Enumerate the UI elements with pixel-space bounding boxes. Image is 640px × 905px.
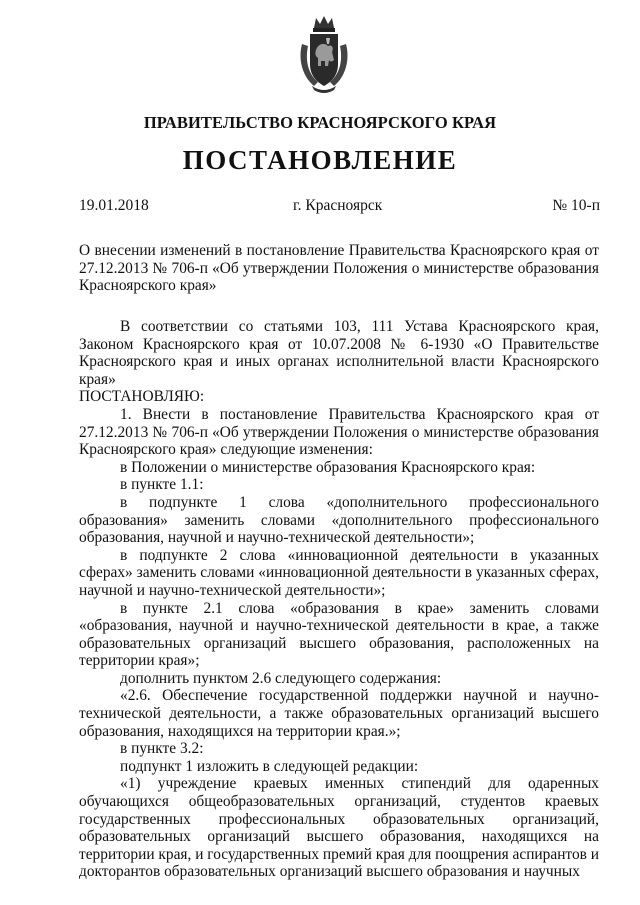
point-3-2-paragraph: в пункте 3.2: — [120, 740, 204, 758]
point-2-1-paragraph: в пункте 2.1 слова «образования в крае» заменить словами «образования, научной и научно-технической деятельности в крае, а также образовательных организаций высшего образования, расположенных на территории края»; — [79, 599, 599, 670]
document-type-heading: ПОСТАНОВЛЕНИЕ — [182, 145, 458, 175]
document-number: № 10-п — [552, 197, 600, 214]
item-1-paragraph: 1. Внести в постановление Правительства Красноярского края от 27.12.2013 № 706-п «Об утверждении Положения о министерстве образования Красноярского края» следующие изменения: — [79, 405, 599, 459]
point-1-1-paragraph: в пункте 1.1: — [120, 476, 204, 494]
preamble-paragraph: В соответствии со статьями 103, 111 Устава Красноярского края, Законом Красноярского края от 10.07.2008 № 6-1930 «О Правительстве Красноярского края и иных органах исполнительной власти Красноярского края» — [79, 318, 599, 388]
document-body — [79, 318, 599, 881]
document-date: 19.01.2018 — [79, 197, 149, 214]
quote-1-paragraph: «1) учреждение краевых именных стипендий для одаренных обучающихся общеобразовательных организаций, студентов краевых государственных профессиональных образовательных организаций, образовательных организаций высшего образования, находящихся на территории края, и государственных премий края для поощрения аспирантов и докторантов образовательных организаций высшего образования и научных — [79, 775, 599, 881]
government-title: ПРАВИТЕЛЬСТВО КРАСНОЯРСКОГО КРАЯ — [143, 113, 497, 132]
krasnoyarsk-coat-of-arms-icon — [296, 14, 352, 94]
regulation-paragraph: в Положении о министерстве образования Красноярского края: — [120, 458, 536, 476]
subpoint-1-new-paragraph: подпункт 1 изложить в следующей редакции: — [120, 757, 419, 775]
point-2-6-text-paragraph: «2.6. Обеспечение государственной поддержки научной и научно-технической деятельности, а также образовательных организаций высшего образования, находящихся на территории края.»; — [79, 687, 599, 740]
subpoint-1-paragraph: в подпункте 1 слова «дополнительного профессионального образования» заменить словами «дополнительного профессионального образования, научной и научно-технической деятельности»; — [79, 493, 599, 547]
document-subject: О внесении изменений в постановление Правительства Красноярского края от 27.12.2013 № 706-п «Об утверждении Положения о министерстве образования Красноярского края» — [79, 242, 599, 294]
decree-word: ПОСТАНОВЛЯЮ: — [79, 388, 205, 406]
add-point-2-6-paragraph: дополнить пунктом 2.6 следующего содержания: — [120, 669, 442, 687]
document-city: г. Красноярск — [293, 197, 383, 214]
subpoint-2-paragraph: в подпункте 2 слова «инновационной деятельности в указанных сферах» заменить словами «инновационной деятельности в указанных сферах, научной и научно-технической деятельности»; — [79, 546, 599, 599]
